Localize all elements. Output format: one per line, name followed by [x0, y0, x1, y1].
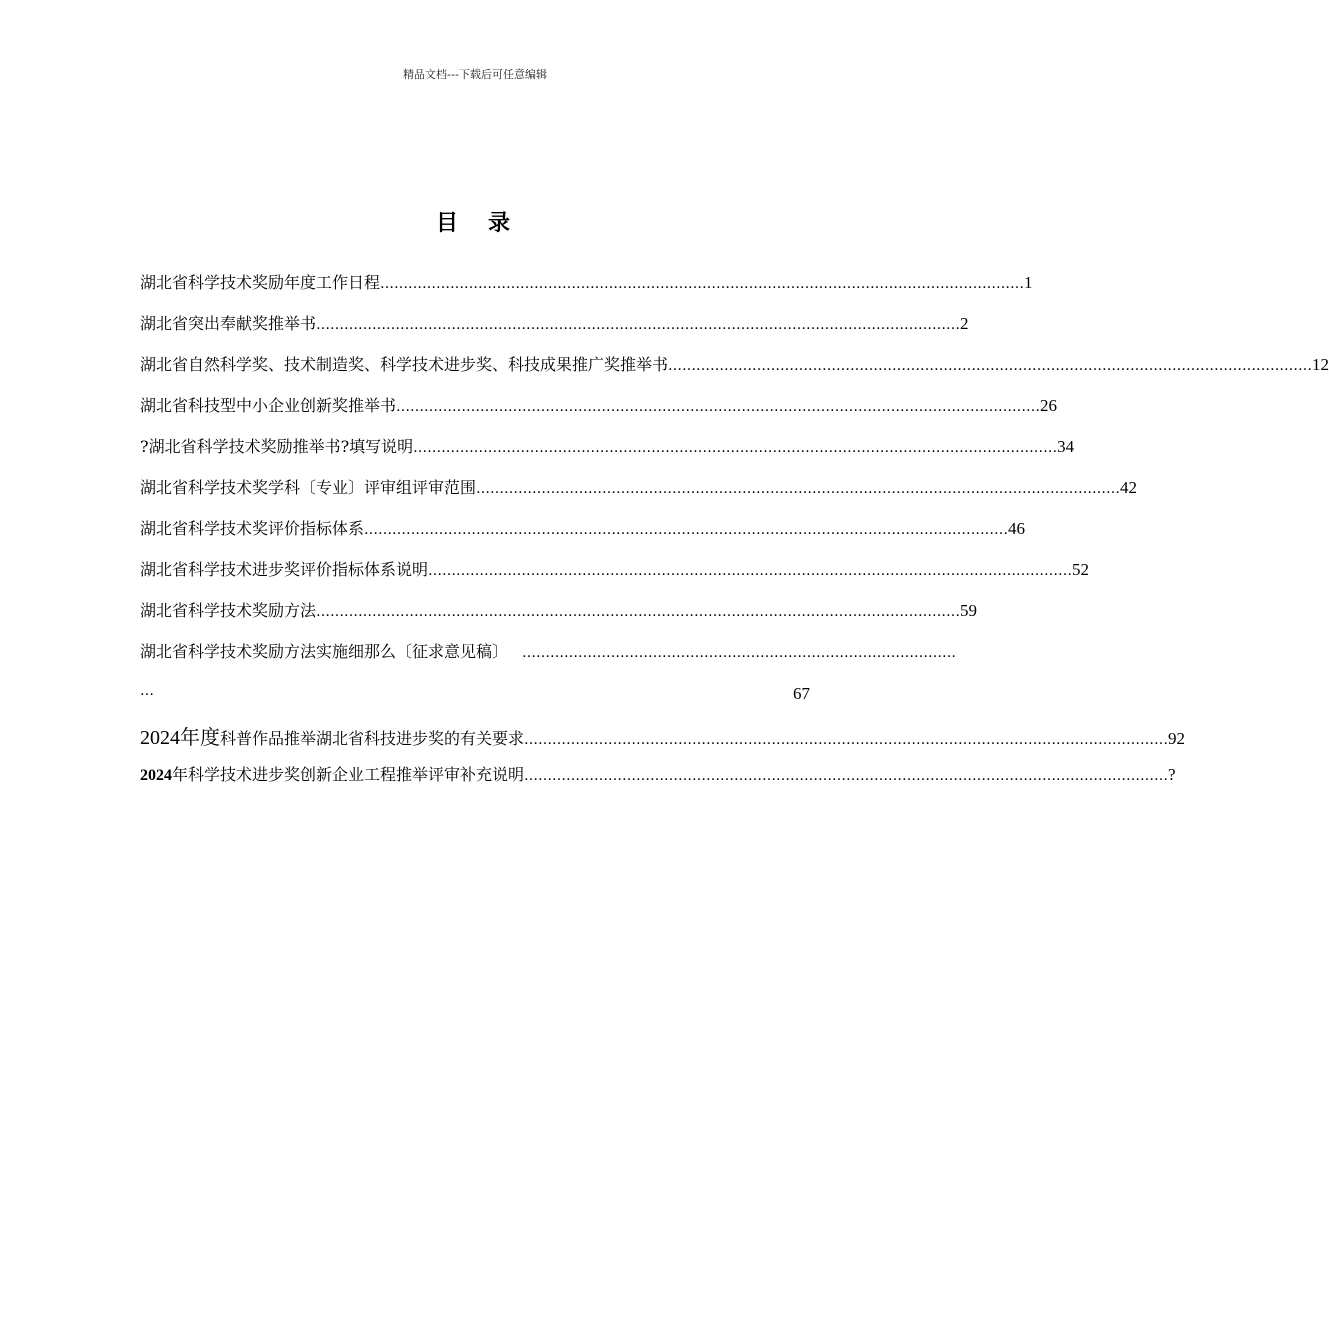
- toc-entry-page: 92: [1168, 729, 1186, 748]
- toc-entry-page: 1: [1024, 273, 1033, 292]
- toc-leader: …………………………………………………………………………………………………………………………: [668, 358, 1313, 374]
- toc-entry-title: 湖北省自然科学奖、技术制造奖、科学技术进步奖、科技成果推广奖推举书: [140, 355, 669, 374]
- toc-entry-title: 湖北省科学技术奖学科〔专业〕评审组评审范围: [140, 478, 477, 497]
- toc-entry-title: ?湖北省科学技术奖励推举书?填写说明: [140, 437, 414, 456]
- toc-entry[interactable]: [140, 393, 1058, 434]
- toc-entry-page: 34: [1057, 437, 1075, 456]
- toc-leader: …………………………………………………………………………………………………………………………: [524, 732, 1169, 748]
- toc-entry[interactable]: [140, 557, 1090, 598]
- toc-entry[interactable]: [140, 598, 978, 639]
- toc-entry-title-group: [140, 721, 524, 750]
- toc-entry-page: 2: [960, 314, 969, 333]
- toc-entry-year-suffix: 年度: [180, 725, 220, 749]
- toc-entry[interactable]: [140, 516, 1026, 557]
- toc-entry-title: 科学技术进步奖创新企业工程推举评审补充说明: [188, 765, 525, 784]
- toc-leader: …………………………………………………………………………………: [522, 645, 957, 661]
- toc-entry[interactable]: [140, 311, 969, 352]
- toc-entry-title: 湖北省科学技术奖评价指标体系: [140, 519, 365, 538]
- toc-entry-page: 26: [1040, 396, 1058, 415]
- toc-entry[interactable]: [140, 270, 1033, 311]
- toc-entry-page: 67: [793, 684, 810, 703]
- toc-leader: …………………………………………………………………………………………………………………………: [316, 604, 961, 620]
- toc-leader-continued: …: [140, 683, 154, 699]
- toc-leader: …………………………………………………………………………………………………………………………: [316, 317, 961, 333]
- toc-leader: …………………………………………………………………………………………………………………………: [476, 481, 1121, 497]
- toc-entry-page: 42: [1120, 478, 1138, 497]
- toc-leader: …………………………………………………………………………………………………………………………: [413, 440, 1058, 456]
- toc-leader: …………………………………………………………………………………………………………………………: [380, 276, 1025, 292]
- toc-entry-title: 湖北省突出奉献奖推举书: [140, 314, 317, 333]
- toc-entry-title: 湖北省科学技术进步奖评价指标体系说明: [140, 560, 429, 579]
- toc-entry-title: 湖北省科技型中小企业创新奖推举书: [140, 396, 397, 415]
- toc-entry[interactable]: [140, 434, 1075, 475]
- toc-leader: …………………………………………………………………………………………………………………………: [396, 399, 1041, 415]
- toc-entry-title: 科普作品推举湖北省科技进步奖的有关要求: [220, 729, 525, 748]
- toc-entry-page: 12: [1312, 355, 1329, 374]
- toc-leader: …………………………………………………………………………………………………………………………: [524, 768, 1169, 784]
- toc-entry-title: 湖北省科学技术奖励方法实施细那么〔征求意见稿〕: [140, 642, 509, 661]
- toc-entry[interactable]: [140, 762, 1176, 803]
- toc-entry-page: 59: [960, 601, 978, 620]
- toc-entry[interactable]: [140, 352, 1329, 393]
- toc-leader: …………………………………………………………………………………………………………………………: [364, 522, 1009, 538]
- toc-entry-title-group: [140, 762, 524, 785]
- toc-entry[interactable]: [140, 721, 1186, 762]
- toc-entry-year-suffix: 年: [172, 765, 189, 784]
- toc-entry[interactable]: [140, 475, 1138, 516]
- page-title: 目 录: [435, 211, 514, 236]
- toc-entry-year: 2024: [140, 767, 172, 784]
- toc-entry-title: 湖北省科学技术奖励年度工作日程: [140, 273, 381, 292]
- toc-entry-page: 46: [1008, 519, 1026, 538]
- toc-entry-title: 湖北省科学技术奖励方法: [140, 601, 317, 620]
- toc-leader: …………………………………………………………………………………………………………………………: [428, 563, 1073, 579]
- toc-entry-page: 52: [1072, 560, 1090, 579]
- toc-entry-page: ?: [1168, 765, 1176, 784]
- table-of-contents: [140, 270, 1329, 803]
- toc-entry[interactable]: [140, 639, 957, 721]
- page-header: 精品文档---下载后可任意编辑: [403, 68, 547, 81]
- toc-entry-year: 2024: [140, 727, 180, 749]
